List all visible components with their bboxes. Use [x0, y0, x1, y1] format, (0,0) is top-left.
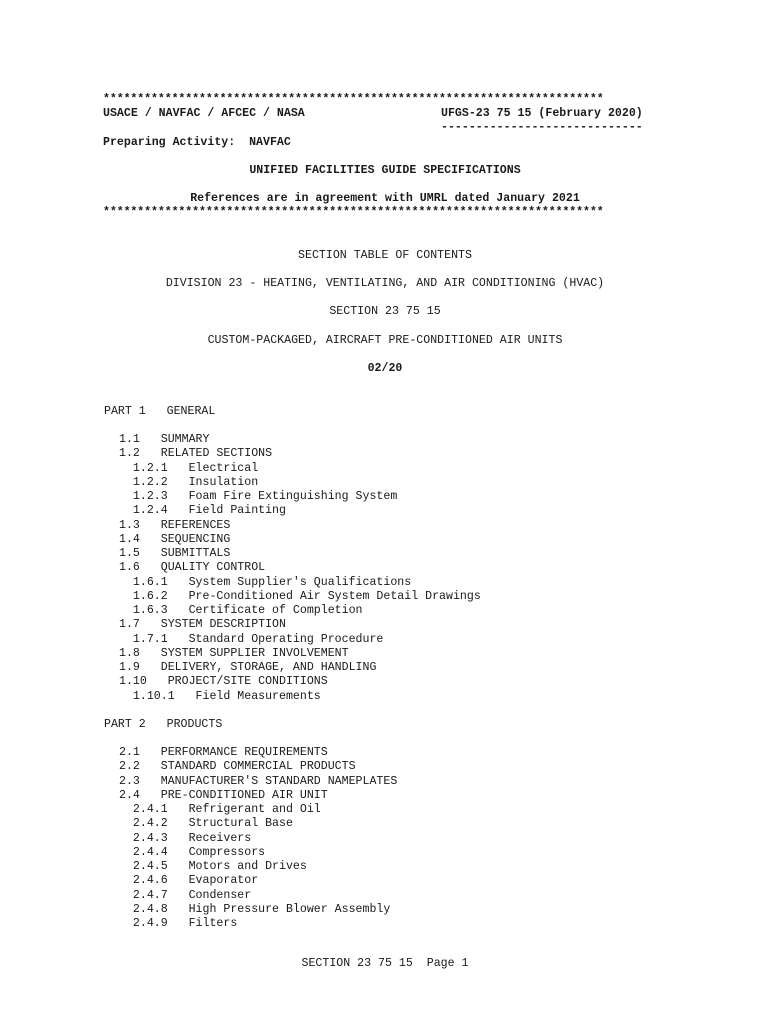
section-title: CUSTOM-PACKAGED, AIRCRAFT PRE-CONDITIONED AIR UNITS	[207, 334, 563, 347]
toc-entry: 1.7.1 Standard Operating Procedure	[119, 632, 384, 646]
toc-entry: 1.2.3 Foam Fire Extinguishing System	[119, 490, 398, 503]
division-heading: DIVISION 23 - HEATING, VENTILATING, AND AIR CONDITIONING (HVAC)	[165, 277, 605, 290]
toc-entry: 1.6.2 Pre-Conditioned Air System Detail Drawings	[119, 589, 481, 603]
header-stars-bottom: *************************************************************************	[103, 206, 604, 219]
toc-entry: 1.8 SYSTEM SUPPLIER INVOLVEMENT	[119, 646, 349, 660]
toc-entry: 2.4.4 Compressors	[119, 845, 266, 859]
page-footer: SECTION 23 75 15 Page 1	[301, 957, 469, 970]
toc-entry: 2.4.5 Motors and Drives	[119, 860, 307, 873]
toc-entry: 1.1 SUMMARY	[119, 433, 210, 446]
toc-entry: 1.9 DELIVERY, STORAGE, AND HANDLING	[119, 661, 377, 674]
toc-entry: 1.6.1 System Supplier's Qualifications	[119, 575, 412, 589]
header-ufgs-underline: -----------------------------	[441, 121, 643, 134]
guide-spec-title: UNIFIED FACILITIES GUIDE SPECIFICATIONS	[249, 164, 521, 177]
part1-heading: PART 1 GENERAL	[104, 405, 216, 418]
toc-entry: 2.4.7 Condenser	[119, 888, 252, 902]
section-number: SECTION 23 75 15	[329, 305, 441, 318]
preparing-activity: Preparing Activity: NAVFAC	[103, 136, 291, 149]
toc-entry: 1.5 SUBMITTALS	[119, 547, 231, 560]
toc-entry: 1.7 SYSTEM DESCRIPTION	[119, 618, 286, 632]
header-stars-top: *************************************************************************	[103, 93, 604, 106]
toc-entry: 1.2.1 Electrical	[119, 461, 259, 475]
part2-heading: PART 2 PRODUCTS	[104, 718, 223, 731]
toc-entry: 2.3 MANUFACTURER'S STANDARD NAMEPLATES	[119, 774, 398, 788]
toc-entry: 2.2 STANDARD COMMERCIAL PRODUCTS	[119, 760, 356, 774]
toc-entry: 1.2.4 Field Painting	[119, 504, 286, 518]
section-toc-heading: SECTION TABLE OF CONTENTS	[298, 249, 472, 262]
toc-entry: 1.10 PROJECT/SITE CONDITIONS	[119, 675, 328, 689]
section-date: 02/20	[367, 362, 403, 375]
references-note: References are in agreement with UMRL dated January 2021	[190, 192, 580, 205]
toc-entry: 1.10.1 Field Measurements	[119, 689, 321, 703]
toc-entry: 1.3 REFERENCES	[119, 518, 231, 532]
toc-entry: 2.4.1 Refrigerant and Oil	[119, 803, 321, 816]
toc-entry: 1.2.2 Insulation	[119, 475, 259, 489]
toc-entry: 2.1 PERFORMANCE REQUIREMENTS	[119, 746, 328, 759]
toc-entry: 1.6 QUALITY CONTROL	[119, 561, 266, 575]
toc-entry: 1.2 RELATED SECTIONS	[119, 447, 273, 461]
toc-entry: 2.4.8 High Pressure Blower Assembly	[119, 902, 391, 916]
header-agencies: USACE / NAVFAC / AFCEC / NASA	[103, 107, 305, 120]
header-ufgs-number: UFGS-23 75 15 (February 2020)	[441, 107, 643, 120]
toc-entry: 1.4 SEQUENCING	[119, 532, 231, 546]
toc-entry: 1.6.3 Certificate of Completion	[119, 604, 363, 617]
toc-entry: 2.4.2 Structural Base	[119, 817, 293, 831]
toc-entry: 2.4 PRE-CONDITIONED AIR UNIT	[119, 788, 328, 802]
toc-entry: 2.4.6 Evaporator	[119, 874, 259, 888]
toc-entry: 2.4.9 Filters	[119, 917, 238, 930]
toc-entry: 2.4.3 Receivers	[119, 831, 252, 845]
